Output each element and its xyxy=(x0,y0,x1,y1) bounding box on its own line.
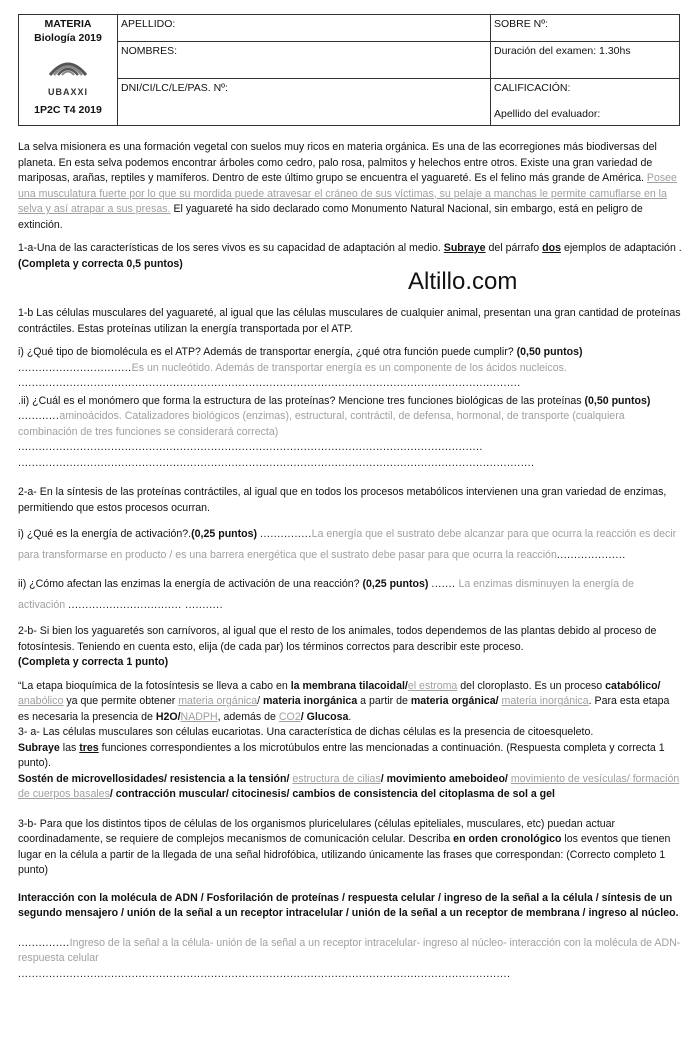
q3a-option-vesiculas[interactable]: movimiento de vesículas/ formación de cuerpos basales xyxy=(18,772,680,800)
q3b-tail: ............................................................................................................................................... xyxy=(18,967,511,980)
subject-cell xyxy=(19,15,118,126)
question-1a xyxy=(18,241,682,272)
q3a-rest: funciones correspondientes a los microtúbulos entre las mencionadas a continuación. (Respuesta completa y correcta 1 punto). xyxy=(18,741,665,769)
q1a-dos: dos xyxy=(542,242,561,254)
q3b-answer-block xyxy=(18,936,682,983)
sobre-field[interactable]: SOBRE Nº: xyxy=(491,15,680,42)
question-2a-i xyxy=(18,524,682,566)
subject-label: MATERIA xyxy=(44,18,92,30)
intro-underlined: Posee una musculatura fuerte por lo que su mordida puede atravesar el cráneo de sus víctimas, su pelaje a manchas le permite camuflarse en la selva y así atrapar a sus presas. xyxy=(18,172,677,215)
q1a-text: 1-a-Una de las características de los seres vivos es su capacidad de adaptación al medio. xyxy=(18,242,441,254)
question-2b-passage: “La etapa bioquímica de la fotosíntesis se lleva a cabo en la membrana tilacoidal/el estroma del cloroplasto. Es un proceso catabólico/ anabólico ya que permite obtener materia orgánica/ materia inorgánica a partir de materia orgánica/ materia inorgánica. Para esta etapa es necesaria la presencia de H2O/NADPH, además de CO2/ Glucosa. xyxy=(18,679,670,723)
dni-field[interactable]: DNI/CI/LC/LE/PAS. Nº: xyxy=(118,79,491,126)
evaluador-label: Apellido del evaluador: xyxy=(494,108,601,120)
intro-paragraph xyxy=(18,140,682,233)
q3a-option-1[interactable]: Sostén de microvellosidades/ resistencia a la tensión/ xyxy=(18,772,290,785)
calificacion-cell[interactable] xyxy=(491,79,680,126)
q3b-options: Interacción con la molécula de ADN / Fosforilación de proteínas / respuesta celular / ingreso de la señal a la célula / síntesis de un segundo mensajero / unión de la señal a un receptor intracelular / unión de la señal a un receptor de membrana / ingreso al núcleo. xyxy=(18,891,679,919)
q1b-ii-dots: ............ xyxy=(18,410,60,422)
q1a-points: (Completa y correcta 0,5 puntos) xyxy=(18,257,183,270)
q2b-s4: a partir de xyxy=(360,695,408,707)
question-2a xyxy=(18,485,682,516)
calificacion-label: CALIFICACIÓN: xyxy=(494,82,571,94)
question-2b xyxy=(18,624,682,671)
exam-code: 1P2C T4 2019 xyxy=(34,104,102,116)
nombres-field[interactable]: NOMBRES: xyxy=(118,42,491,79)
question-1b-ii xyxy=(18,394,682,472)
question-1b xyxy=(18,306,682,337)
intro-text-2: El yaguareté ha sido declarado como Monumento Natural Nacional, sin embargo, está en peligro de extinción. xyxy=(18,203,643,231)
question-3a xyxy=(18,725,682,803)
exam-header-table xyxy=(18,14,680,126)
q2b-text: 2-b- Si bien los yaguaretés son carnívoros, al igual que el resto de los animales, todos dependemos de las plantas debido al proceso de fotosíntesis. Teniendo en cuenta esto, elija (de cada par) los términos correctos para describir este proceso. xyxy=(18,625,657,653)
q2b-choice-glucosa[interactable]: / Glucosa xyxy=(300,710,349,723)
q3a-tres: tres xyxy=(79,741,99,754)
watermark-altillo: Altillo.com xyxy=(408,268,518,295)
q3a-text: 3- a- Las células musculares son células eucariotas. Una característica de dichas células es la presencia de citoesqueleto. xyxy=(18,726,594,738)
q2a-i-tail: .................... xyxy=(556,549,626,561)
q1a-post: ejemplos de adaptación . xyxy=(563,242,682,254)
q2b-choice-mat-organica-2[interactable]: materia orgánica/ xyxy=(410,695,499,707)
q2b-s1: “La etapa bioquímica de la fotosíntesis se lleva a cabo en xyxy=(18,679,288,692)
q2b-choice-mat-inorganica-2[interactable]: materia inorgánica xyxy=(501,695,589,707)
q1a-subraye: Subraye xyxy=(443,242,486,254)
q2a-ii-dots: ....... xyxy=(431,578,456,590)
q2b-choice-nadph[interactable]: NADPH xyxy=(180,710,218,723)
ubaxxi-logo-icon xyxy=(46,49,90,83)
q1a-mid: del párrafo xyxy=(488,242,540,254)
duracion-field: Duración del examen: 1.30hs xyxy=(491,42,680,79)
q2a-i-answer[interactable]: La energía que el sustrato debe alcanzar para que ocurra la reacción es decir para transformarse en producto / es una barrera energética que el sustrato debe pasar para que ocurra la reacción xyxy=(18,528,677,561)
apellido-field[interactable]: APELLIDO: xyxy=(118,15,491,42)
q1b-i-question: i) ¿Qué tipo de biomolécula es el ATP? Además de transportar energía, ¿qué otra función puede cumplir? xyxy=(18,346,514,358)
q2b-choice-estroma[interactable]: el estroma xyxy=(407,679,458,692)
q3a-option-rest[interactable]: / contracción muscular/ citocinesis/ cambios de consistencia del citoplasma de sol a gel xyxy=(109,788,555,800)
q2a-ii-question: ii) ¿Cómo afectan las enzimas la energía de activación de una reacción? xyxy=(18,578,360,590)
q1b-text: 1-b Las células musculares del yaguareté, al igual que las células musculares de cualquier animal, presentan una gran cantidad de proteínas contráctiles. Estas proteínas utilizan la energía transportada por el ATP. xyxy=(18,307,681,335)
question-3b xyxy=(18,817,682,879)
q2a-i-dots: ............... xyxy=(260,528,312,540)
q2a-text: 2-a- En la síntesis de las proteínas contráctiles, al igual que en todos los procesos metabólicos intervienen una gran variedad de enzimas, permitiendo que estos procesos ocurran. xyxy=(18,486,667,514)
q2b-choice-membrana[interactable]: la membrana tilacoidal/ xyxy=(290,679,408,692)
q2a-ii-points: (0,25 puntos) xyxy=(362,578,429,590)
q2b-choice-anabolico[interactable]: anabólico xyxy=(18,695,64,707)
q2b-s7: . xyxy=(348,710,352,723)
q3a-subraye: Subraye xyxy=(18,741,60,754)
q3b-bold: en orden cronológico xyxy=(453,833,562,845)
q2b-s6: , además de xyxy=(217,710,276,723)
q2b-choice-mat-organica-1[interactable]: materia orgánica xyxy=(178,695,258,707)
q3b-text: 3-b- Para que los distintos tipos de células de los organismos pluricelulares (células epiteliales, musculares, etc) puedan actuar coordinadamente, se requiere de complejos mecanismos de comunicación celular. Describa xyxy=(18,817,616,845)
q1b-ii-tail-1: ....................................................................................................................................... xyxy=(18,441,483,453)
q3b-text-2: los eventos que tienen lugar en la célula a partir de la llegada de una señal hidrofóbica, utilizando únicamente las frases que correspondan: (Correcto completo 1 punto) xyxy=(18,833,671,876)
q2a-i-question: i) ¿Qué es la energía de activación?. xyxy=(18,528,192,540)
subject-value: Biología 2019 xyxy=(34,32,102,44)
q1b-ii-question: .ii) ¿Cuál es el monómero que forma la estructura de las proteínas? Mencione tres funciones biológicas de las proteínas xyxy=(18,394,582,407)
q3a-option-cilias[interactable]: estructura de cilias xyxy=(292,772,381,785)
exam-body xyxy=(18,140,682,990)
question-1b-i xyxy=(18,345,682,392)
q2b-choice-co2[interactable]: CO2 xyxy=(278,710,301,723)
q2b-points: (Completa y correcta 1 punto) xyxy=(18,656,169,668)
question-2a-ii xyxy=(18,574,682,616)
q1b-i-tail: .................................................................................................................................................. xyxy=(18,377,521,389)
q3b-dots: ............... xyxy=(18,936,70,949)
q1b-i-points: (0,50 puntos) xyxy=(516,346,583,358)
q2b-s3: ya que permite obtener xyxy=(66,695,176,707)
q2b-s2: del cloroplasto. Es un proceso xyxy=(460,679,603,692)
q1b-ii-points: (0,50 puntos) xyxy=(584,394,651,407)
q3a-las: las xyxy=(62,741,77,754)
q2b-choice-catabolico[interactable]: catabólico/ xyxy=(605,679,661,692)
q2a-ii-tail: ................................. ........... xyxy=(68,599,224,611)
q1b-i-dots: ................................. xyxy=(18,361,132,374)
q3a-option-ameboideo[interactable]: / movimiento ameboideo/ xyxy=(380,772,508,785)
q3b-answer[interactable]: Ingreso de la señal a la célula- unión de la señal a un receptor intracelular- ingreso al núcleo- interacción con la molécula de ADN- respuesta celular xyxy=(18,936,681,964)
q2a-i-points: (0,25 puntos) xyxy=(191,528,258,540)
q2a-ii-answer[interactable]: La enzimas disminuyen la energía de activación xyxy=(18,578,634,611)
q2b-s5: . Para esta etapa es necesaria la presencia de xyxy=(18,695,670,723)
q1b-ii-answer[interactable]: aminoácidos. Catalizadores biológicos (enzimas), estructural, contráctil, de defensa, hormonal, de transporte (cualquiera combinación de tres funciones se considerará correcta) xyxy=(18,410,625,438)
q1b-i-answer[interactable]: Es un nucleótido. Además de transportar energía es un componente de los ácidos nucleicos. xyxy=(131,361,567,374)
logo-wordmark: UBAXXI xyxy=(47,87,88,97)
q1b-ii-tail-2: ...................................................................................................................................................... xyxy=(18,456,535,469)
intro-text-1: La selva misionera es una formación vegetal con suelos muy ricos en materia orgánica. Es una de las ecorregiones más biodiversas del planeta. En esta selva podemos encontrar árboles como cedro, palo rosa, palmitos y helechos entre otros. Existe una gran variedad de mariposas, arañas, reptiles y mamíferos. Dentro de este último grupo se encuentra el yaguareté. Es el felino más grande de América. xyxy=(18,141,657,184)
q2b-choice-h2o[interactable]: H2O/ xyxy=(155,710,181,723)
q2b-choice-mat-inorganica-1[interactable]: materia inorgánica xyxy=(263,695,358,707)
